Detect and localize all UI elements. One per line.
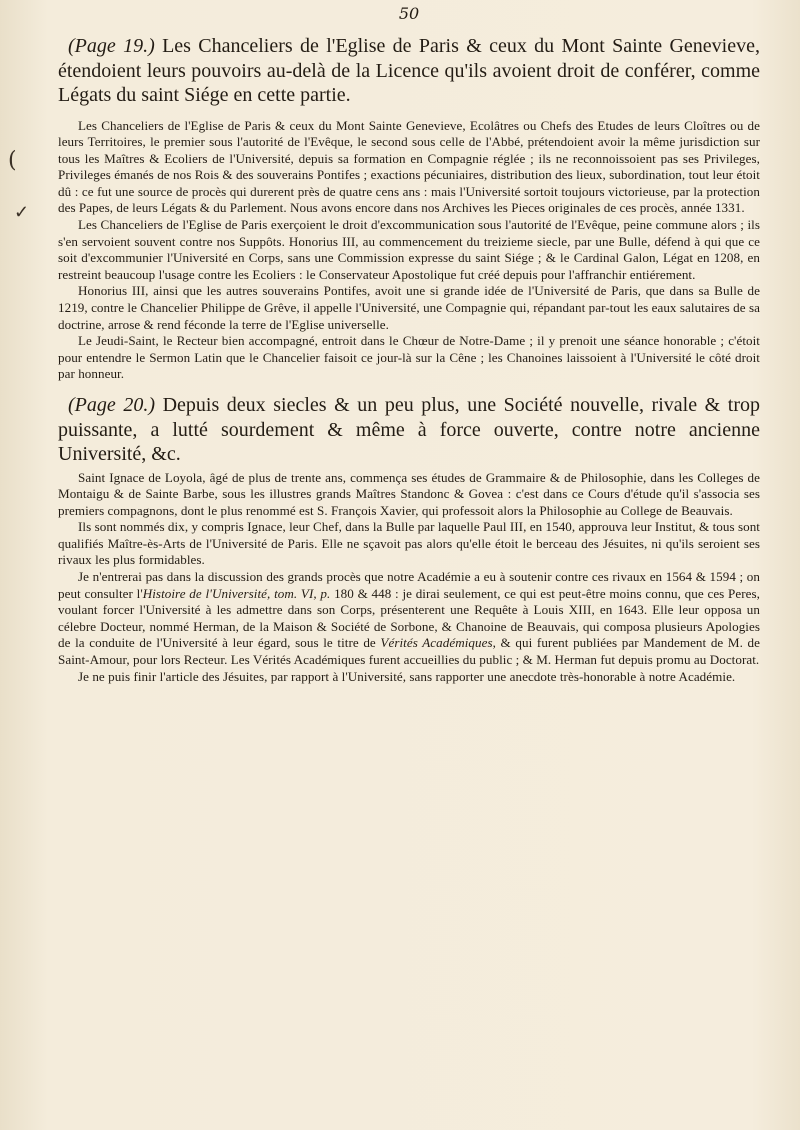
section1-paragraph: Honorius III, ainsi que les autres souverains Pontifes, avoit une si grande idée de l'Université de Paris, que dans sa Bulle de 1219, contre le Chancelier Philippe de Grêve, il appelle l'Université, une Compagnie qui, répandant par-tout les eaux salutaires de sa doctrine, arrose & rend féconde la terre de l'Eglise universelle. — [58, 283, 760, 332]
section1-page-ref: (Page 19.) — [68, 35, 155, 57]
p3-text-e: , & qui furent publiées par Mandement de M. de Saint-Amour, pour lors Recteur. Les Vérités Académiques furent accueillies du public ; & M. Herman fut depuis promu au Doctorat. — [58, 635, 761, 668]
p3-text-c: 180 & 448 : je dirai seulement, ce qui est peut-être moins connu, que ces Peres, voulant forcer l'Université à les admettre dans son Corps, présenterent une Requête à Louis XIII, en 1643. Elle leur opposa un célebre Docteur, nommé Herman, de la Maison & Société de Sorbone, & Chanoine de Beauvais, qui composa plusieurs Apologies de la conduite de l'Université à leur égard, sous le titre de — [58, 585, 760, 651]
section2-paragraph: Ils sont nommés dix, y compris Ignace, leur Chef, dans la Bulle par laquelle Paul III, en 1540, approuva leur Institut, & tous sont qualifiés Maître-ès-Arts de l'Université de Paris. Elle ne sçavoit pas alors qu'elle étoit le berceau des Jésuites, ni qu'ils seroient ses rivaux les plus formidables. — [58, 519, 760, 568]
section2-lead — [58, 393, 760, 467]
section1-paragraph: Les Chanceliers de l'Eglise de Paris exerçoient le droit d'excommunication sous l'autorité de l'Evêque, peine commune alors ; ils s'en servoient souvent contre nos Suppôts. Honorius III, au commencement du treizieme siecle, par une Bulle, défend à qui que ce soit d'excommunier l'Université en Corps, sans une Commission expresse du saint Siége ; & le Cardinal Galon, Légat en 1208, en restreint beaucoup l'usage contre les Ecoliers : le Conservateur Apostolique fut créé depuis pour l'affranchir entiérement. — [58, 217, 760, 282]
p3-text-a: Je n'entrerai pas dans la discussion des grands procès que notre Académie a eu à soutenir contre ces rivaux en 1564 & 1594 ; on peut consulter l' — [58, 569, 760, 601]
section1-paragraph: Le Jeudi-Saint, le Recteur bien accompagné, entroit dans le Chœur de Notre-Dame ; il y prenoit une séance honorable ; c'étoit pour entendre le Sermon Latin que le Chancelier faisoit ce jour-là sur la Cêne ; les Chanoines laissoient à l'Université le côté droit par honneur. — [58, 333, 760, 382]
section1-paragraph: Les Chanceliers de l'Eglise de Paris & ceux du Mont Sainte Genevieve, Ecolâtres ou Chefs des Etudes de leurs Cloîtres ou de leurs Territoires, le premier sous l'autorité de l'Evêque, le second sous celle de l'Abbé, prétendoient avoir la même jurisdiction sur tous les Maîtres & Ecoliers de l'Université, depuis sa formation en Compagnie réglée ; ils ne reconnoissoient pas ses Privileges, Privileges émanés de nos Rois & des souverains Pontifes ; exactions pécuniaires, distribution des lieux, subordination, tout leur étoit dû : ce fut une source de procès qui durerent près de quatre cens ans : mais l'Université sortoit toujours victorieuse, par la protection des Papes, de leurs Légats & du Parlement. Nous avons encore dans nos Archives les Pieces originales de ces procès, année 1331. — [58, 117, 760, 216]
section2-lead-text: Depuis deux siecles & un peu plus, une Société nouvelle, rivale & trop puissante, a lutté sourdement & même à force ouverte, contre notre ancienne Université, &c. — [58, 394, 760, 465]
page-number: 50 — [398, 4, 420, 23]
p3-text-d: Vérités Académiques — [380, 635, 493, 651]
section2-page-ref: (Page 20.) — [68, 394, 155, 416]
section1-lead — [58, 34, 760, 108]
margin-ink-mark: ✓ — [14, 202, 30, 223]
p3-text-b: Histoire de l'Université, tom. VI, p. — [142, 585, 331, 601]
section2-paragraph: Je ne puis finir l'article des Jésuites, par rapport à l'Université, sans rapporter une anecdote très-honorable à notre Académie. — [78, 668, 736, 684]
margin-bracket-mark: ( — [8, 148, 17, 173]
section2-paragraph: Saint Ignace de Loyola, âgé de plus de trente ans, commença ses études de Grammaire & de Philosophie, dans les Colleges de Montaigu & de Sainte Barbe, sous les illustres grands Maîtres Standonc & Govea : c'est dans ce Cours d'étude qu'il s'associa ses premiers compagnons, dont le plus renommé est S. François Xavier, qui professoit alors la Philosophie au College de Beauvais. — [58, 469, 760, 518]
section1-lead-text: Les Chanceliers de l'Eglise de Paris & ceux du Mont Sainte Genevieve, étendoient leurs pouvoirs au-delà de la Licence qu'ils avoient droit de conférer, comme Légats du saint Siége en cette partie. — [58, 35, 760, 106]
section2-paragraph — [58, 569, 760, 669]
